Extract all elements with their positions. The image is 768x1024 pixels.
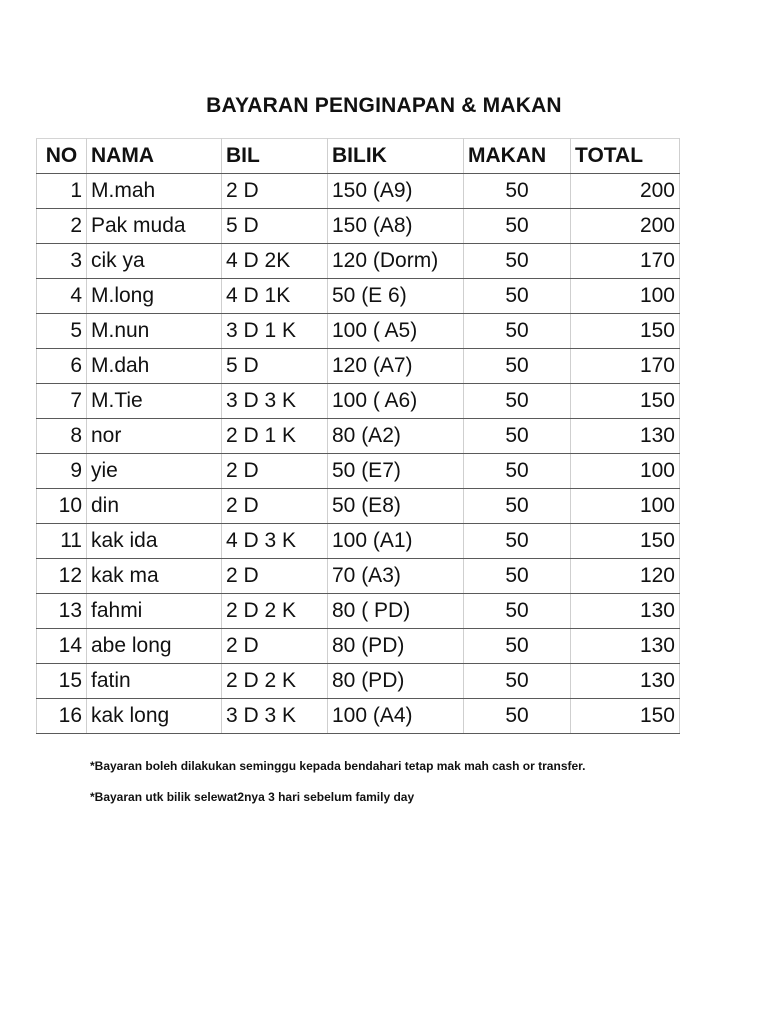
cell-makan: 50 [464, 209, 571, 244]
cell-total: 150 [571, 384, 680, 419]
note-payment-deadline: *Bayaran utk bilik selewat2nya 3 hari sebelum family day [90, 790, 415, 804]
cell-bil: 5 D [222, 209, 328, 244]
cell-bil: 2 D [222, 454, 328, 489]
cell-bil: 2 D [222, 174, 328, 209]
cell-no: 2 [37, 209, 87, 244]
cell-makan: 50 [464, 629, 571, 664]
cell-makan: 50 [464, 244, 571, 279]
cell-total: 150 [571, 699, 680, 734]
cell-nama: din [87, 489, 222, 524]
cell-bilik: 100 ( A5) [328, 314, 464, 349]
cell-bilik: 80 (PD) [328, 629, 464, 664]
payment-table [36, 138, 680, 734]
table-row [37, 454, 680, 489]
cell-makan: 50 [464, 489, 571, 524]
cell-no: 8 [37, 419, 87, 454]
cell-bilik: 50 (E 6) [328, 279, 464, 314]
cell-makan: 50 [464, 559, 571, 594]
cell-total: 200 [571, 174, 680, 209]
cell-no: 12 [37, 559, 87, 594]
cell-total: 130 [571, 594, 680, 629]
cell-makan: 50 [464, 349, 571, 384]
cell-no: 5 [37, 314, 87, 349]
cell-nama: M.long [87, 279, 222, 314]
header-no: NO [37, 139, 87, 174]
cell-no: 6 [37, 349, 87, 384]
cell-bil: 2 D [222, 559, 328, 594]
cell-total: 170 [571, 349, 680, 384]
cell-bil: 3 D 1 K [222, 314, 328, 349]
table-row [37, 629, 680, 664]
cell-bilik: 150 (A8) [328, 209, 464, 244]
cell-bil: 4 D 3 K [222, 524, 328, 559]
cell-makan: 50 [464, 454, 571, 489]
cell-nama: Pak muda [87, 209, 222, 244]
cell-makan: 50 [464, 664, 571, 699]
cell-bil: 3 D 3 K [222, 699, 328, 734]
cell-makan: 50 [464, 419, 571, 454]
cell-nama: M.Tie [87, 384, 222, 419]
cell-nama: cik ya [87, 244, 222, 279]
table-row [37, 664, 680, 699]
cell-total: 130 [571, 419, 680, 454]
cell-total: 130 [571, 664, 680, 699]
cell-no: 3 [37, 244, 87, 279]
cell-bilik: 100 ( A6) [328, 384, 464, 419]
cell-total: 100 [571, 454, 680, 489]
cell-bilik: 100 (A4) [328, 699, 464, 734]
table-row [37, 349, 680, 384]
cell-bil: 5 D [222, 349, 328, 384]
cell-bil: 3 D 3 K [222, 384, 328, 419]
cell-no: 7 [37, 384, 87, 419]
note-payment-method: *Bayaran boleh dilakukan seminggu kepada bendahari tetap mak mah cash or transfer. [90, 759, 586, 773]
cell-no: 1 [37, 174, 87, 209]
cell-no: 14 [37, 629, 87, 664]
cell-nama: M.dah [87, 349, 222, 384]
header-bilik: BILIK [328, 139, 464, 174]
cell-makan: 50 [464, 524, 571, 559]
cell-bil: 2 D 2 K [222, 594, 328, 629]
cell-makan: 50 [464, 594, 571, 629]
cell-nama: fahmi [87, 594, 222, 629]
table-row [37, 699, 680, 734]
cell-bil: 2 D [222, 629, 328, 664]
cell-bilik: 100 (A1) [328, 524, 464, 559]
cell-total: 130 [571, 629, 680, 664]
table-row [37, 174, 680, 209]
header-makan: MAKAN [464, 139, 571, 174]
table-row [37, 594, 680, 629]
cell-no: 9 [37, 454, 87, 489]
cell-bilik: 120 (A7) [328, 349, 464, 384]
cell-no: 4 [37, 279, 87, 314]
header-row [37, 139, 680, 174]
cell-makan: 50 [464, 279, 571, 314]
cell-makan: 50 [464, 314, 571, 349]
cell-no: 16 [37, 699, 87, 734]
cell-no: 15 [37, 664, 87, 699]
cell-nama: fatin [87, 664, 222, 699]
cell-bilik: 150 (A9) [328, 174, 464, 209]
table-row [37, 244, 680, 279]
cell-nama: M.mah [87, 174, 222, 209]
cell-bilik: 50 (E8) [328, 489, 464, 524]
cell-bil: 4 D 2K [222, 244, 328, 279]
cell-total: 200 [571, 209, 680, 244]
cell-total: 150 [571, 314, 680, 349]
table-row [37, 419, 680, 454]
cell-nama: M.nun [87, 314, 222, 349]
table-body [37, 174, 680, 734]
table-row [37, 559, 680, 594]
cell-no: 11 [37, 524, 87, 559]
cell-nama: nor [87, 419, 222, 454]
cell-total: 120 [571, 559, 680, 594]
cell-nama: yie [87, 454, 222, 489]
cell-bil: 2 D 2 K [222, 664, 328, 699]
cell-bil: 4 D 1K [222, 279, 328, 314]
notes [90, 758, 586, 820]
cell-total: 100 [571, 489, 680, 524]
cell-no: 10 [37, 489, 87, 524]
header-bil: BIL [222, 139, 328, 174]
cell-no: 13 [37, 594, 87, 629]
cell-total: 100 [571, 279, 680, 314]
cell-bil: 2 D [222, 489, 328, 524]
table-row [37, 279, 680, 314]
table-row [37, 314, 680, 349]
cell-bil: 2 D 1 K [222, 419, 328, 454]
cell-makan: 50 [464, 699, 571, 734]
cell-nama: abe long [87, 629, 222, 664]
page-title: BAYARAN PENGINAPAN & MAKAN [206, 94, 562, 117]
table-row [37, 384, 680, 419]
cell-total: 170 [571, 244, 680, 279]
cell-nama: kak long [87, 699, 222, 734]
cell-makan: 50 [464, 384, 571, 419]
cell-nama: kak ida [87, 524, 222, 559]
table-row [37, 209, 680, 244]
cell-bilik: 70 (A3) [328, 559, 464, 594]
header-nama: NAMA [87, 139, 222, 174]
cell-nama: kak ma [87, 559, 222, 594]
cell-bilik: 80 ( PD) [328, 594, 464, 629]
cell-bilik: 80 (PD) [328, 664, 464, 699]
table-row [37, 489, 680, 524]
cell-total: 150 [571, 524, 680, 559]
header-total: TOTAL [571, 139, 680, 174]
cell-bilik: 50 (E7) [328, 454, 464, 489]
table-row [37, 524, 680, 559]
cell-makan: 50 [464, 174, 571, 209]
cell-bilik: 80 (A2) [328, 419, 464, 454]
cell-bilik: 120 (Dorm) [328, 244, 464, 279]
